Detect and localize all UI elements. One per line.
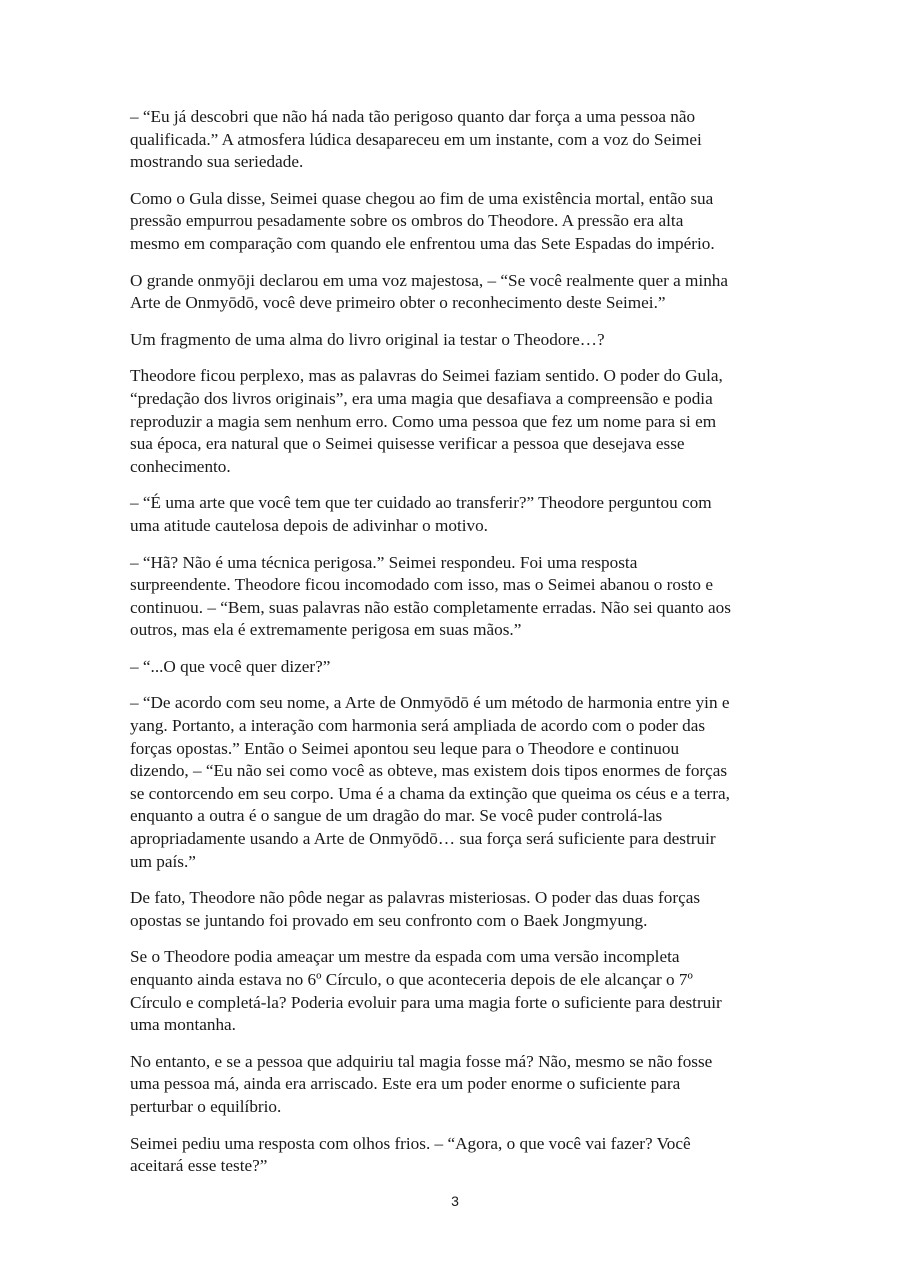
- paragraph: – “É uma arte que você tem que ter cuidado ao transferir?” Theodore perguntou com uma atitude cautelosa depois de adivinhar o motivo.: [130, 493, 712, 535]
- paragraph: No entanto, e se a pessoa que adquiriu tal magia fosse má? Não, mesmo se não fosse uma pessoa má, ainda era arriscado. Este era um poder enorme o suficiente para perturbar o equilíbrio.: [130, 1051, 713, 1116]
- paragraph: Theodore ficou perplexo, mas as palavras do Seimei faziam sentido. O poder do Gula, “predação dos livros originais”, era uma magia que desafiava a compreensão e podia reproduzir a magia sem nenhum erro. Como uma pessoa que fez um nome para si em sua época, era natural que o Seimei quisesse verificar a pessoa que desejava esse conhecimento.: [130, 366, 723, 476]
- paragraph: – “De acordo com seu nome, a Arte de Onmyōdō é um método de harmonia entre yin e yang. Portanto, a interação com harmonia será ampliada de acordo com o poder das forças opostas.” Então o Seimei apontou seu leque para o Theodore e continuou dizendo, – “Eu não sei como você as obteve, mas existem dois tipos enormes de forças se contorcendo em seu corpo. Uma é a chama da extinção que queima os céus e a terra, enquanto a outra é o sangue de um dragão do mar. Se você puder controlá-las apropriadamente usando a Arte de Onmyōdō… sua força será suficiente para destruir um país.”: [130, 693, 730, 871]
- paragraph: De fato, Theodore não pôde negar as palavras misteriosas. O poder das duas forças opostas se juntando foi provado em seu confronto com o Baek Jongmyung.: [130, 888, 701, 930]
- page-number: 3: [451, 1193, 459, 1209]
- paragraph: O grande onmyōji declarou em uma voz majestosa, – “Se você realmente quer a minha Arte de Onmyōdō, você deve primeiro obter o reconhecimento deste Seimei.”: [130, 270, 729, 313]
- paragraph: – “Eu já descobri que não há nada tão perigoso quanto dar força a uma pessoa não qualificada.” A atmosfera lúdica desapareceu em um instante, com a voz do Seimei mostrando sua seriedade.: [130, 107, 702, 172]
- paragraph: – “Hã? Não é uma técnica perigosa.” Seimei respondeu. Foi uma resposta surpreendente. Theodore ficou incomodado com isso, mas o Seimei abanou o rosto e continuou. – “Bem, suas palavras não estão completamente erradas. Não sei quanto aos outros, mas ela é extremamente perigosa em suas mãos.”: [130, 552, 731, 640]
- paragraph: Como o Gula disse, Seimei quase chegou ao fim de uma existência mortal, então sua pressão empurrou pesadamente sobre os ombros do Theodore. A pressão era alta mesmo em comparação com quando ele enfrentou uma das Sete Espadas do império.: [130, 188, 715, 253]
- paragraph: Seimei pediu uma resposta com olhos frios. – “Agora, o que você vai fazer? Você aceitará esse teste?”: [130, 1133, 691, 1176]
- document-body: [130, 106, 790, 1192]
- paragraph: Se o Theodore podia ameaçar um mestre da espada com uma versão incompleta enquanto ainda estava no 6º Círculo, o que aconteceria depois de ele alcançar o 7º Círculo e completá-la? Poderia evoluir para uma magia forte o suficiente para destruir uma montanha.: [130, 947, 722, 1035]
- paragraph: – “...O que você quer dizer?”: [130, 656, 331, 676]
- paragraph: Um fragmento de uma alma do livro original ia testar o Theodore…?: [130, 329, 605, 349]
